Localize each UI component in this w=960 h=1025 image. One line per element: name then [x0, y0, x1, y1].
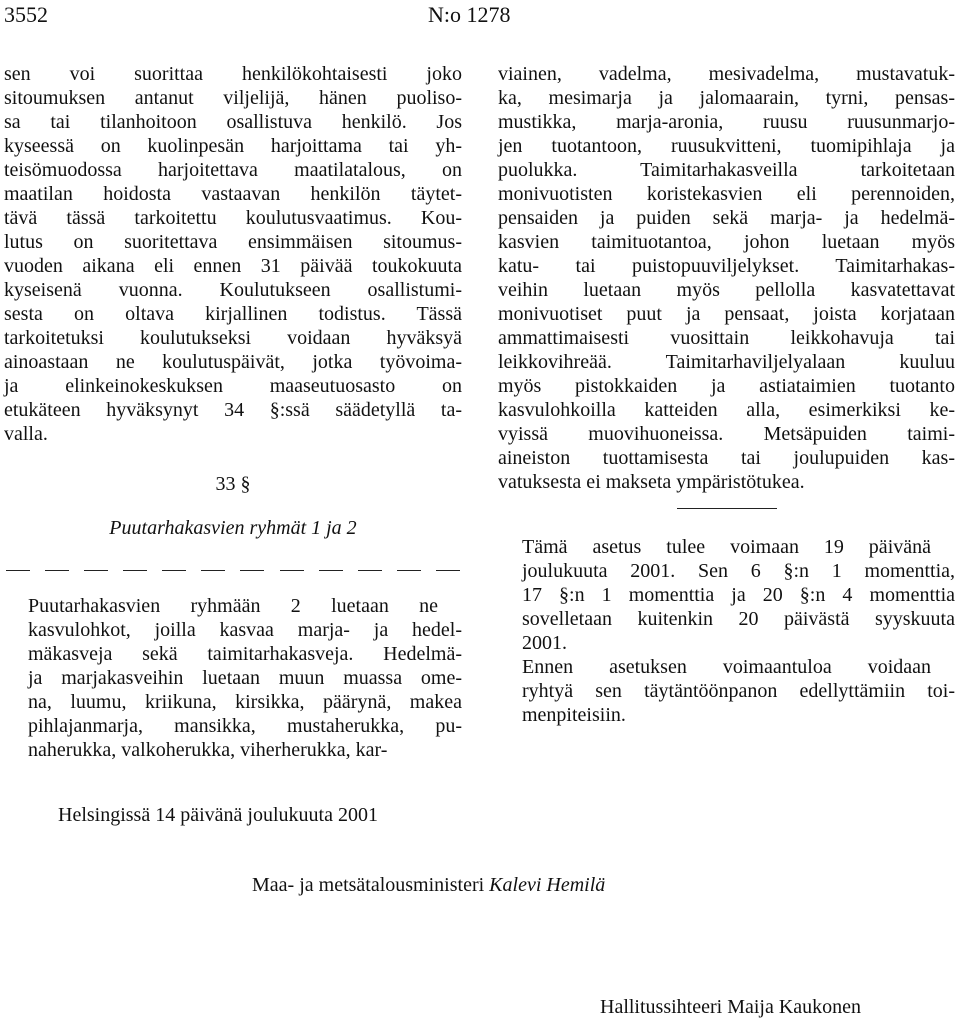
text-line: pihlajanmarja, mansikka, mustaherukka, pu-	[28, 715, 462, 737]
minister-signature	[252, 873, 605, 897]
text-line: joulukuuta 2001. Sen 6 §:n 1 momenttia,	[522, 560, 955, 582]
secretary-signature: Hallitussihteeri Maija Kaukonen	[600, 996, 862, 1018]
minister-name: Kalevi Hemilä	[489, 874, 606, 896]
paragraph-nursery-plants	[498, 62, 955, 494]
text-line: sa tai tilanhoitoon osallistuva henkilö. Jos	[4, 111, 462, 133]
section-title: Puutarhakasvien ryhmät 1 ja 2	[109, 517, 357, 539]
text-line: ammattimaisesti vuosittain leikkohavuja tai	[498, 327, 955, 349]
text-line: puolukka. Taimitarhakasveilla tarkoitetaan	[498, 159, 955, 181]
text-line: lutus on suoritettava ensimmäisen sitoumus-	[4, 231, 462, 253]
text-line: ja marjakasveihin luetaan muun muassa ome-	[28, 667, 462, 689]
text-line: Puutarhakasvien ryhmään 2 luetaan ne	[28, 595, 438, 617]
section-number: 33 §	[215, 473, 251, 495]
text-line: monivuotisten koristekasvien eli perennoiden,	[498, 183, 955, 205]
text-line: vyissä muovihuoneissa. Metsäpuiden taimi-	[498, 423, 955, 445]
text-line: katu- tai puistopuuviljelykset. Taimitarhakas-	[498, 255, 955, 277]
text-line: monivuotiset puut ja pensaat, joista korjataan	[498, 303, 955, 325]
paragraph-training	[4, 62, 462, 446]
paragraph-entry-into-force	[498, 535, 955, 655]
left-column	[4, 62, 462, 762]
paragraph-implementation	[498, 655, 955, 727]
text-line: Tämä asetus tulee voimaan 19 päivänä	[522, 536, 931, 558]
text-line: sitoumuksen antanut viljelijä, hänen puoliso-	[4, 87, 462, 109]
text-line: etukäteen hyväksynyt 34 §:ssä säädetyllä ta-	[4, 399, 462, 421]
text-line: ja elinkeinokeskuksen maaseutuosasto on	[4, 375, 462, 397]
text-line: pensaiden ja puiden sekä marja- ja hedelmä-	[498, 207, 955, 229]
text-line: mäkasveja sekä taimitarhakasveja. Hedelmä-	[28, 643, 462, 665]
text-line: teisömuodossa harjoitettava maatilatalous, on	[4, 159, 462, 181]
text-line: kasvien taimituotantoa, johon luetaan myös	[498, 231, 955, 253]
text-line: kasvulohkot, joilla kasvaa marja- ja hedel-	[28, 619, 462, 641]
text-line: sovelletaan kuitenkin 20 päivästä syyskuuta	[522, 608, 955, 630]
page-number: 3552	[4, 2, 48, 27]
minister-title: Maa- ja metsätalousministeri	[252, 874, 485, 896]
text-line: menpiteisiin.	[522, 704, 626, 726]
omission-dashes	[6, 564, 460, 578]
right-column	[498, 62, 955, 727]
text-line: 17 §:n 1 momenttia ja 20 §:n 4 momenttia	[522, 584, 955, 606]
text-line: naherukka, valkoherukka, viherherukka, kar-	[28, 739, 388, 761]
text-line: Ennen asetuksen voimaantuloa voidaan	[522, 656, 931, 678]
text-line: veihin luetaan myös pellolla kasvatettavat	[498, 279, 955, 301]
text-line: na, luumu, kriikuna, kirsikka, päärynä, makea	[28, 691, 462, 713]
text-line: ka, mesimarja ja jalomaarain, tyrni, pensas-	[498, 87, 955, 109]
text-line: sen voi suorittaa henkilökohtaisesti joko	[4, 63, 462, 85]
separator-rule	[677, 508, 777, 509]
text-line: aineiston tuottamisesta tai joulupuiden kas-	[498, 447, 955, 469]
text-line: jen tuotantoon, ruusukvitteni, tuomipihlaja ja	[498, 135, 955, 157]
text-line: kasvulohkoilla katteiden alla, esimerkiksi ke-	[498, 399, 955, 421]
text-line: kyseisenä vuonna. Koulutukseen osallistumi-	[4, 279, 462, 301]
text-line: valla.	[4, 423, 48, 445]
text-line: maatilan hoidosta vastaavan henkilön täytet-	[4, 183, 462, 205]
text-line: sesta on oltava kirjallinen todistus. Tässä	[4, 303, 462, 325]
text-line: mustikka, marja-aronia, ruusu ruusunmarjo-	[498, 111, 955, 133]
text-line: ryhtyä sen täytäntöönpanon edellyttämiin toi-	[522, 680, 955, 702]
issue-number: N:o 1278	[428, 2, 511, 27]
text-line: vatuksesta ei makseta ympäristötukea.	[498, 471, 805, 493]
text-line: tävä tässä tarkoitettu koulutusvaatimus. Kou-	[4, 207, 462, 229]
text-line: vuoden aikana eli ennen 31 päivää toukokuuta	[4, 255, 462, 277]
text-line: tarkoitetuksi koulutukseksi voidaan hyväksyä	[4, 327, 462, 349]
text-line: leikkovihreää. Taimitarhaviljelyalaan kuuluu	[498, 351, 955, 373]
text-line: kyseessä on kuolinpesän harjoittama tai yh-	[4, 135, 462, 157]
paragraph-garden-plants	[4, 594, 462, 762]
place-and-date: Helsingissä 14 päivänä joulukuuta 2001	[58, 804, 378, 826]
text-line: ainoastaan ne koulutuspäivät, jotka työvoima-	[4, 351, 462, 373]
text-line: 2001.	[522, 632, 567, 654]
text-line: myös pistokkaiden ja astiataimien tuotanto	[498, 375, 955, 397]
text-line: viainen, vadelma, mesivadelma, mustavatuk-	[498, 63, 955, 85]
